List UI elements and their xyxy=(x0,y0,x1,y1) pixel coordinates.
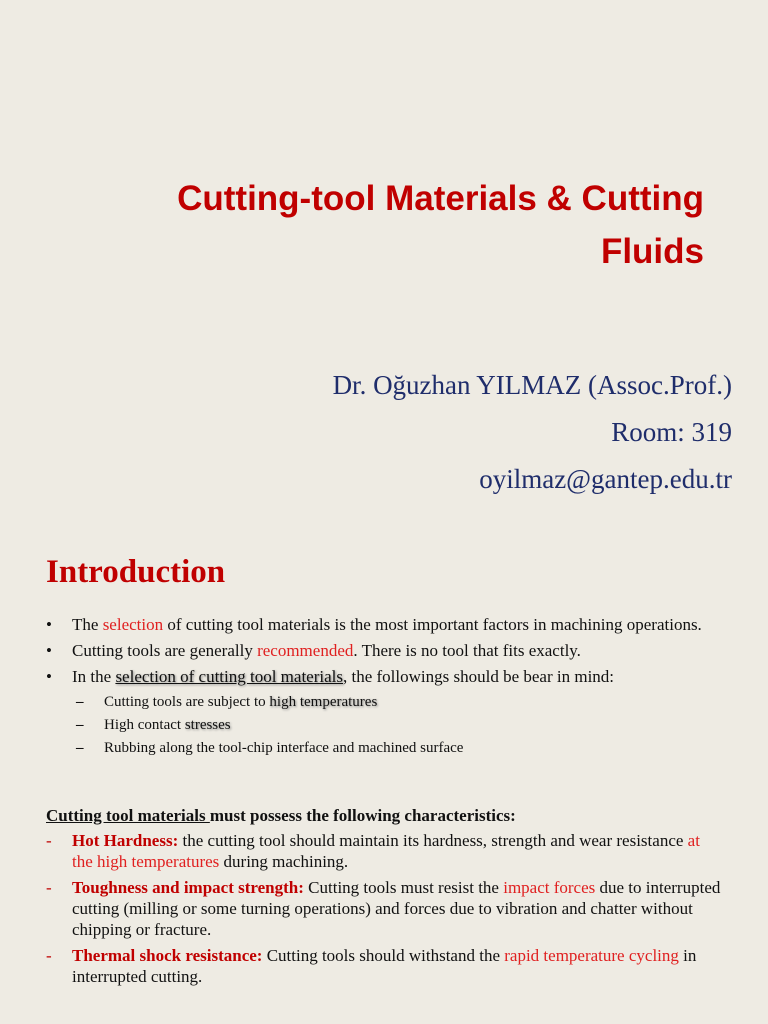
sub-bullet-item xyxy=(46,693,722,711)
text: due to interrupted cutting (milling or some turning operations) and forces due to vibration and chatter without chipping or fracture. xyxy=(72,878,721,939)
author-name: Dr. Oğuzhan YILMAZ (Assoc.Prof.) xyxy=(332,370,732,400)
text: must possess the following characteristics: xyxy=(209,806,516,825)
characteristic-item xyxy=(46,830,722,872)
text: Cutting tools should withstand the xyxy=(262,946,505,965)
bullet-item xyxy=(46,615,722,635)
term: Toughness and impact strength: xyxy=(72,878,304,897)
sub-bullet-item xyxy=(46,716,722,734)
underlined-text: Cutting tool materials xyxy=(46,806,210,825)
introduction-slide xyxy=(0,530,768,1024)
text: Cutting tools are generally xyxy=(72,641,258,660)
title-line-2: Fluids xyxy=(600,232,704,271)
text: in interrupted cutting. xyxy=(72,946,697,986)
text: In the xyxy=(72,667,116,686)
text: Rubbing along the tool-chip interface and machined surface xyxy=(104,740,464,756)
characteristic-item xyxy=(46,945,722,987)
underlined-text: selection of cutting tool materials xyxy=(115,667,343,686)
highlight-text: at the high temperatures xyxy=(72,831,700,871)
text: during machining. xyxy=(219,852,349,871)
text: of cutting tool materials is the most important factors in machining operations. xyxy=(163,615,702,634)
author-room: Room: 319 xyxy=(611,417,732,447)
shadow-text: stresses xyxy=(184,717,231,733)
text: Cutting tools must resist the xyxy=(303,878,504,897)
term: Hot Hardness: xyxy=(72,831,179,850)
bullet-item xyxy=(46,667,722,687)
slide-heading: Introduction xyxy=(46,554,226,590)
text: The xyxy=(72,615,103,634)
characteristics-heading xyxy=(46,805,722,826)
title-line-1: Cutting-tool Materials & Cutting xyxy=(177,179,704,218)
sub-bullet-item xyxy=(46,739,722,757)
bullet-item xyxy=(46,641,722,661)
text: . There is no tool that fits exactly. xyxy=(353,641,581,660)
characteristics-list xyxy=(46,805,722,992)
author-email: oyilmaz@gantep.edu.tr xyxy=(479,464,732,494)
text: the cutting tool should maintain its hardness, strength and wear resistance xyxy=(178,831,688,850)
text: , the followings should be bear in mind: xyxy=(343,667,615,686)
text: High contact xyxy=(104,717,185,733)
slide-title xyxy=(90,172,704,278)
bullet-list xyxy=(46,615,722,762)
shadow-text: high temperatures xyxy=(269,694,378,710)
highlight-text: selection xyxy=(102,615,164,634)
author-block xyxy=(333,362,732,503)
highlight-text: rapid temperature cycling xyxy=(504,946,679,965)
characteristic-item xyxy=(46,877,722,940)
highlight-text: impact forces xyxy=(503,878,596,897)
text: Cutting tools are subject to xyxy=(104,694,270,710)
highlight-text: recommended xyxy=(257,641,354,660)
term: Thermal shock resistance: xyxy=(72,946,263,965)
